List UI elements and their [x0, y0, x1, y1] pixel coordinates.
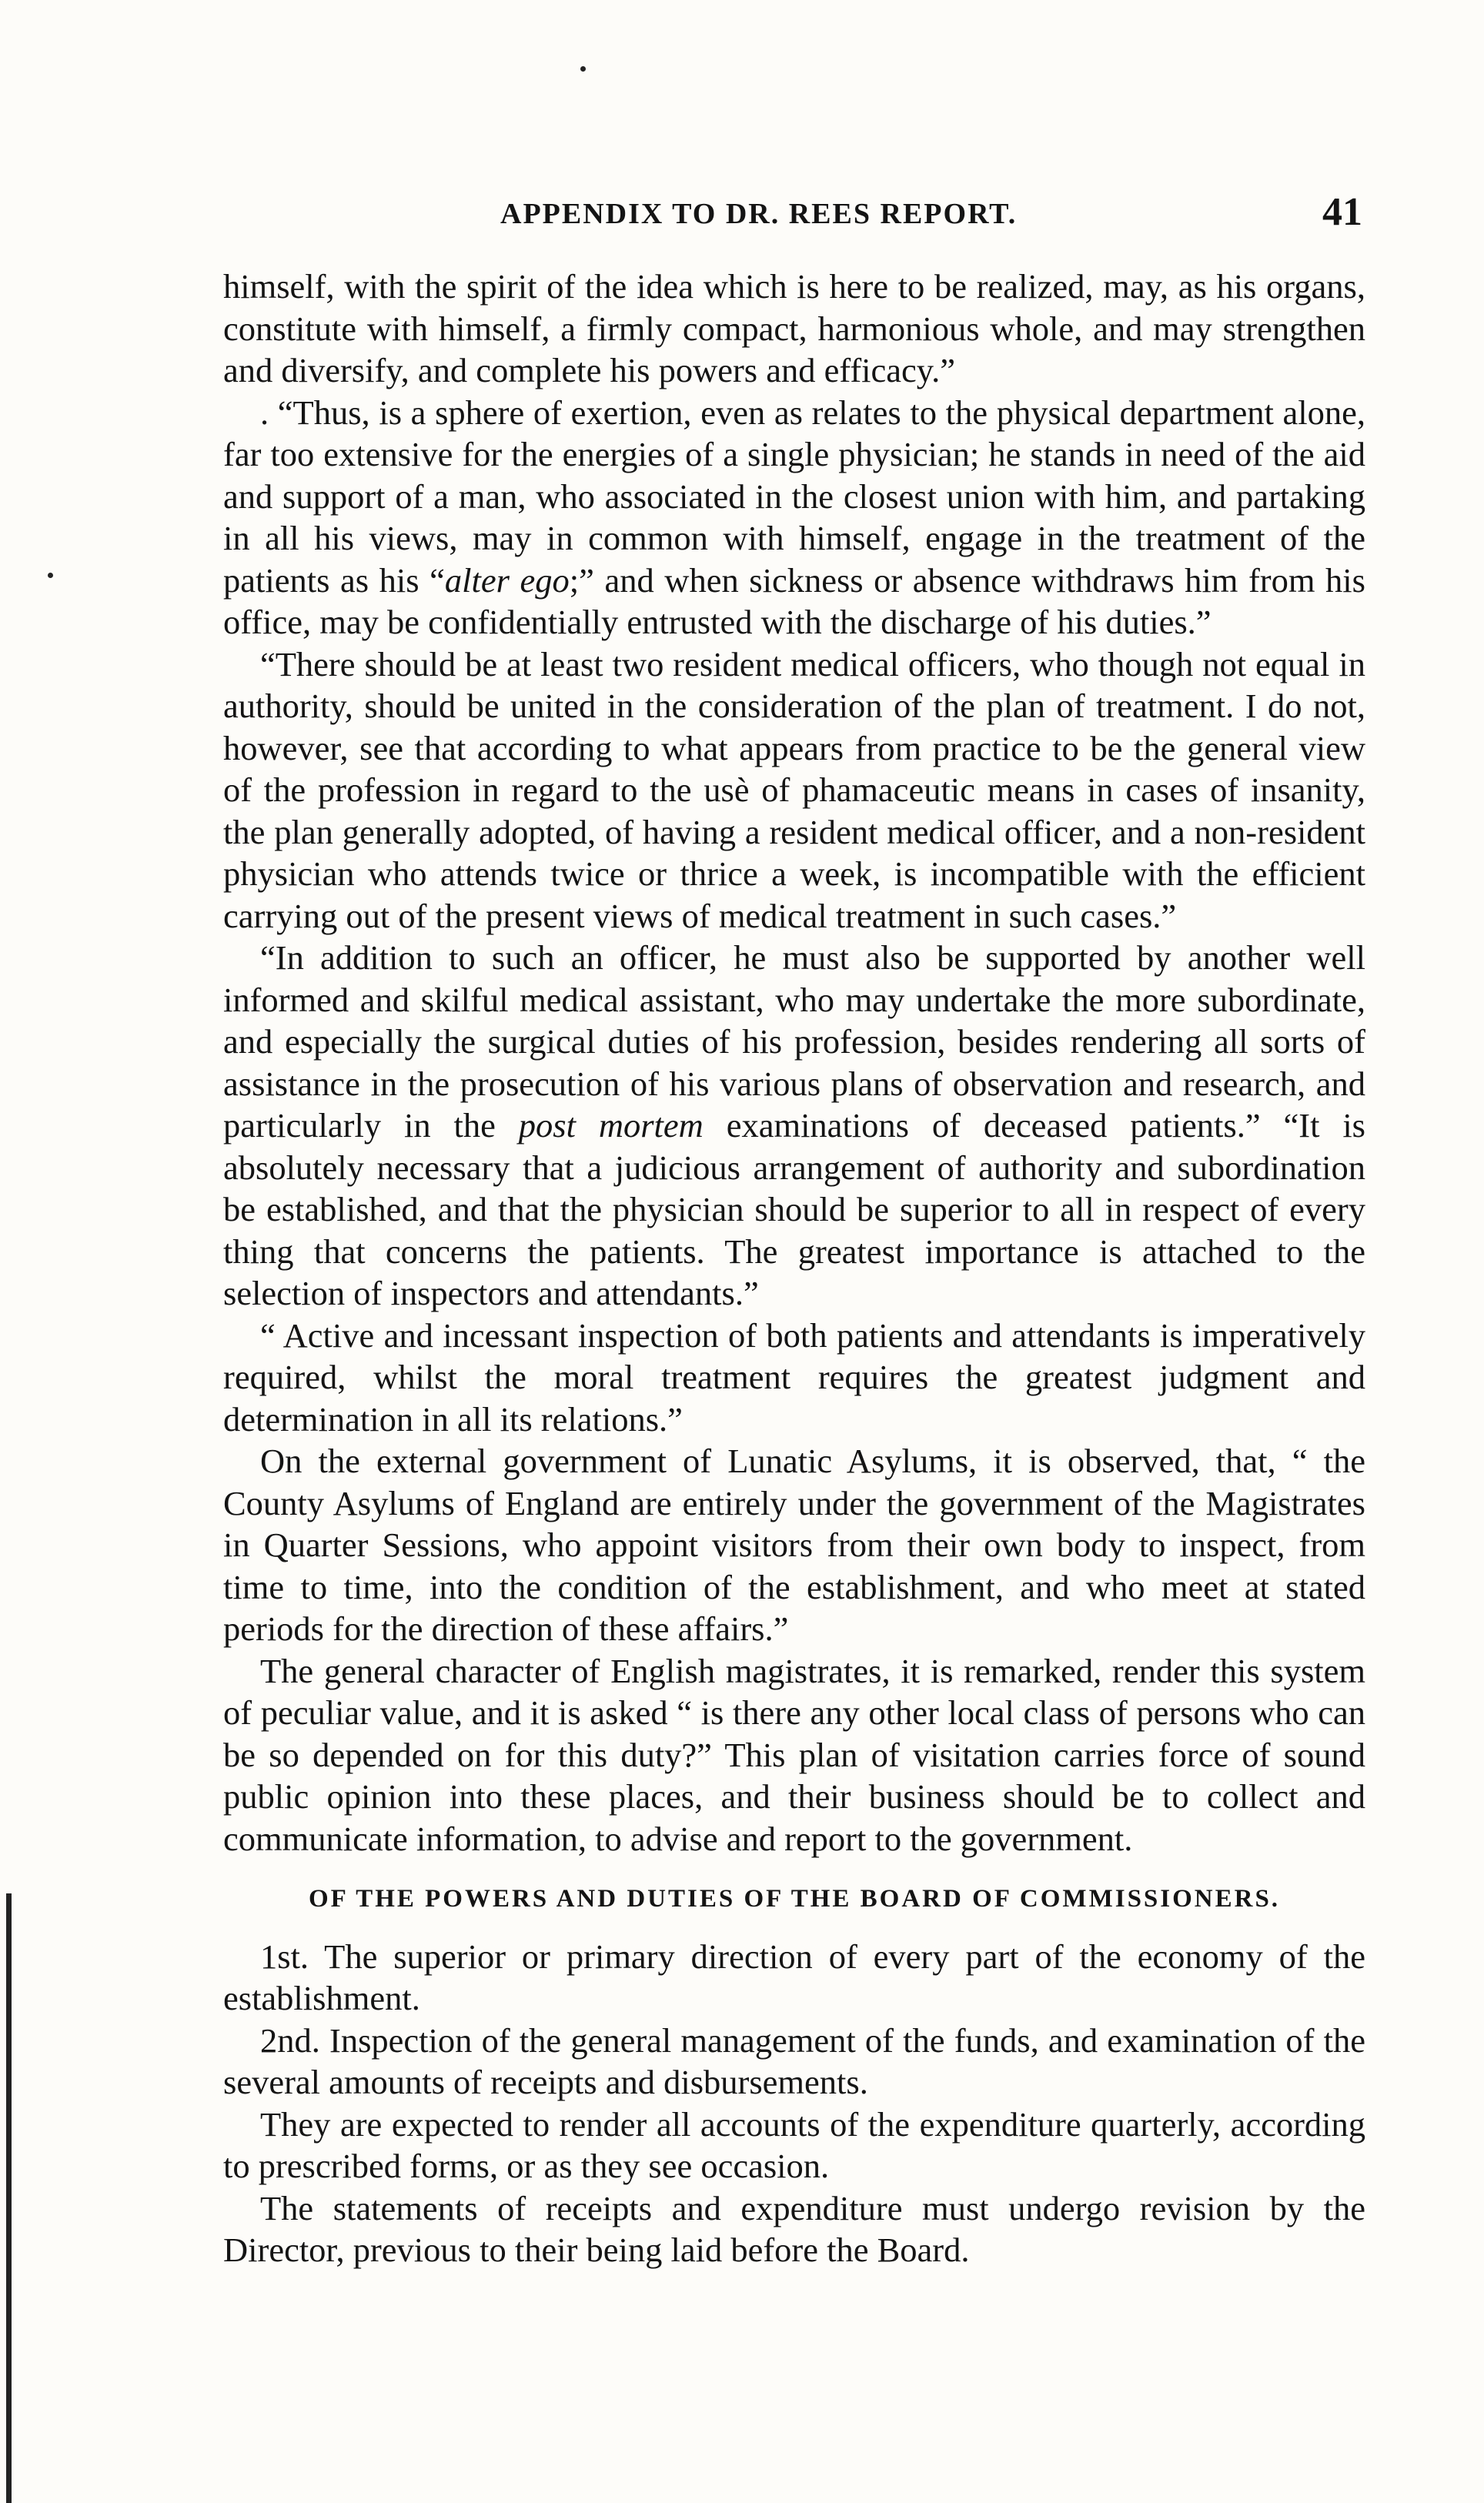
paragraph-text: The statements of receipts and expenditure must undergo revision by the Director, previous to their being laid before the Board. — [223, 2188, 1365, 2269]
paragraph-5 — [223, 1315, 1365, 1441]
paragraph-text: . “Thus, is a sphere of exertion, even as relates to the physical department alone, far too extensive for the energies of a single physician; he stands in need of the aid and support of a man, who associated in the closest union with him, and partaking in all his views, may in common with himself, engage in the treatment of the patients as his “ — [223, 393, 1365, 600]
paragraph-text: 2nd. Inspection of the general management of the funds, and examination of the several amounts of receipts and disbursements. — [223, 2020, 1365, 2101]
paragraph-text: On the external government of Lunatic Asylums, it is observed, that, “ the County Asylums of England are entirely under the government of the Magistrates in Quarter Sessions, who appoint visitors from their own body to inspect, from time to time, into the condition of the establishment, and who meet at stated periods for the direction of these affairs.” — [223, 1442, 1365, 1648]
page-edge-shadow — [6, 1893, 12, 2503]
paragraph-text: 1st. The superior or primary direction of every part of the economy of the establishment. — [223, 1937, 1365, 2017]
paragraph-text: examinations of deceased patients.” “It is absolutely necessary that a judicious arrangement of authority and subordination be established, and that the physician should be superior to all in respect of every thing that concerns the patients. The greatest importance is attached to the selection of inspectors and attendants.” — [223, 1106, 1366, 1312]
paragraph-1 — [223, 266, 1365, 392]
paragraph-text: “ Active and incessant inspection of both patients and attendants is imperatively required, whilst the moral treatment requires the greatest judgment and determination in all its relations.” — [223, 1315, 1365, 1439]
paragraph-text: “In addition to such an officer, he must also be supported by another well informed and skilful medical assistant, who may undertake the more subordinate, and especially the surgical duties of his profession, besides rendering all sorts of assistance in the prosecution of his various plans of observation and research, and particularly in the — [223, 938, 1365, 1145]
section-paragraph-2 — [223, 2020, 1365, 2104]
margin-ink-dot — [48, 573, 53, 578]
section-paragraph-3 — [223, 2104, 1365, 2187]
page-header — [223, 189, 1362, 243]
italic-phrase: post mortem — [518, 1106, 704, 1145]
paragraph-text: The general character of English magistrates, it is remarked, render this system of peculiar value, and it is asked “ is there any other local class of persons who can be so depended on for this duty?” This plan of visitation carries force of sound public opinion into these places, and their business should be to collect and communicate information, to advise and report to the government. — [223, 1651, 1365, 1858]
paragraph-6 — [223, 1440, 1365, 1650]
paragraph-4 — [223, 937, 1365, 1315]
section-heading: OF THE POWERS AND DUTIES OF THE BOARD OF COMMISSIONERS. — [308, 1885, 1281, 1913]
italic-phrase: alter ego — [444, 560, 570, 600]
paragraph-7 — [223, 1650, 1365, 1860]
top-ink-dot — [580, 66, 586, 72]
paragraph-text: They are expected to render all accounts of the expenditure quarterly, according to prescribed forms, or as they see occasion. — [223, 2104, 1365, 2185]
paragraph-text: himself, with the spirit of the idea which is here to be realized, may, as his organs, constitute with himself, a firmly compact, harmonious whole, and may strengthen and diversify, and complete his powers and efficacy.” — [223, 267, 1365, 389]
page-number: 41 — [1322, 190, 1362, 234]
section-paragraph-1 — [223, 1936, 1365, 2020]
paragraph-2 — [223, 392, 1365, 643]
paragraph-3 — [223, 643, 1365, 937]
paragraph-text: ;” and when sickness or absence withdraws him from his office, may be confidentially entrusted with the discharge of his duties.” — [223, 560, 1365, 641]
page-body — [223, 266, 1365, 2271]
section-paragraph-4 — [223, 2187, 1365, 2271]
running-head: APPENDIX TO DR. REES REPORT. — [500, 198, 1018, 230]
paragraph-text: “There should be at least two resident medical officers, who though not equal in authority, should be united in the consideration of the plan of treatment. I do not, however, see that according to what appears from practice to be the general view of the profession in regard to the usè of phamaceutic means in cases of insanity, the plan generally adopted, of having a resident medical officer, and a non-resident physician who attends twice or thrice a week, is incompatible with the efficient carrying out of the present views of medical treatment in such cases.” — [223, 644, 1365, 935]
